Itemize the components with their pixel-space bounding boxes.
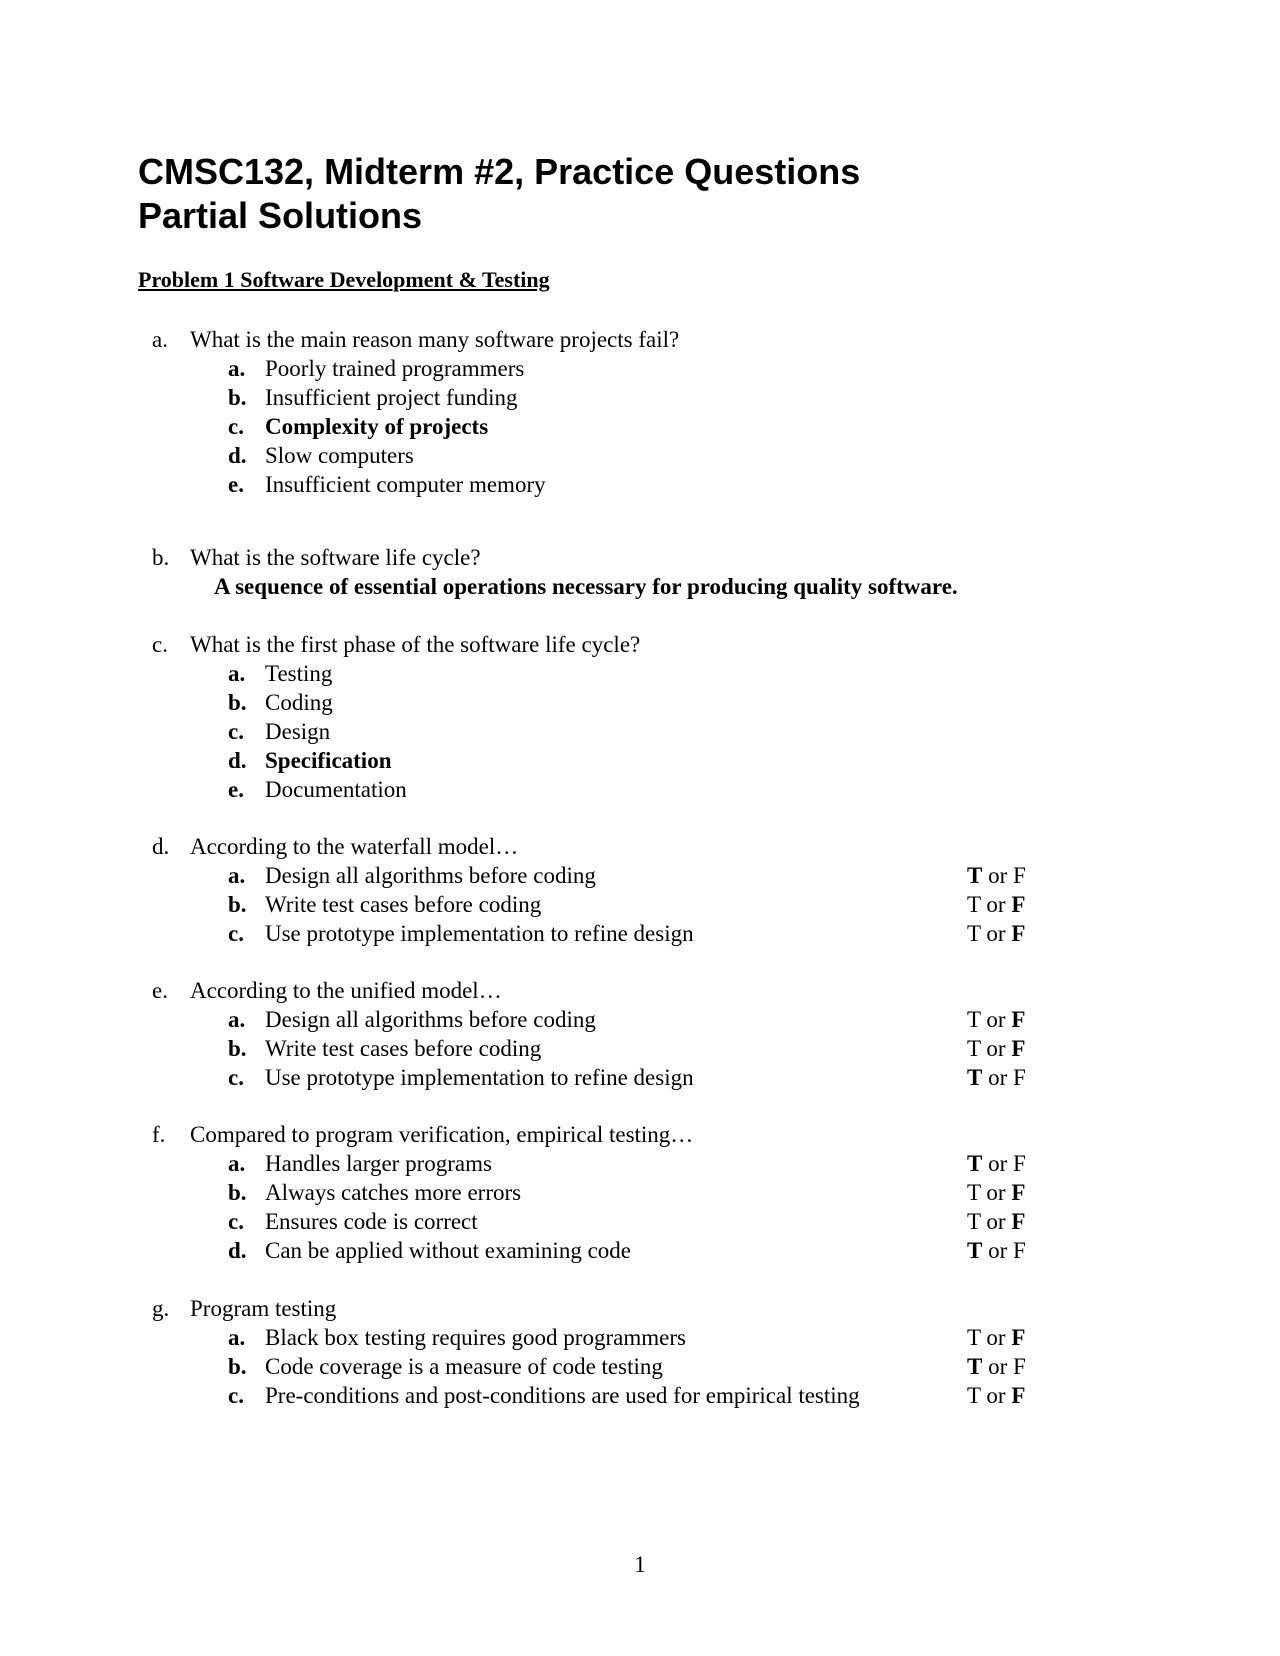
question-text: According to the waterfall model… <box>190 834 519 859</box>
true-option: T <box>967 1151 983 1176</box>
false-option: F <box>1011 1383 1026 1408</box>
or-separator: or <box>986 1209 1006 1234</box>
or-separator: or <box>986 892 1006 917</box>
statement-row <box>152 1352 1052 1381</box>
statement-row <box>152 890 1052 919</box>
true-false-answer <box>967 861 1026 890</box>
false-option: F <box>1011 1180 1026 1205</box>
answer-option <box>152 470 1052 499</box>
question-b <box>152 543 1052 601</box>
question-prompt <box>152 325 1052 354</box>
statement-row <box>152 1323 1052 1352</box>
false-option: F <box>1013 1238 1026 1263</box>
false-option: F <box>1011 1325 1026 1350</box>
true-option: T <box>967 892 981 917</box>
statement-row <box>152 1236 1052 1265</box>
false-option: F <box>1011 1209 1026 1234</box>
answer-option <box>152 441 1052 470</box>
answer-letter: e. <box>228 472 244 497</box>
statement-row <box>152 1005 1052 1034</box>
false-option: F <box>1013 1151 1026 1176</box>
true-option: T <box>967 1007 981 1032</box>
statement-letter: a. <box>228 863 246 888</box>
false-option: F <box>1011 921 1026 946</box>
false-option: F <box>1011 892 1026 917</box>
true-false-answer <box>967 919 1025 948</box>
false-option: F <box>1011 1007 1026 1032</box>
question-letter: g. <box>152 1296 170 1321</box>
question-c <box>152 630 1052 804</box>
answer-text: Insufficient project funding <box>265 385 518 410</box>
question-prompt <box>152 976 1052 1005</box>
or-separator: or <box>986 1383 1006 1408</box>
true-false-answer <box>967 1178 1025 1207</box>
answer-letter: c. <box>228 719 244 744</box>
answer-letter: d. <box>228 443 247 468</box>
question-letter: a. <box>152 327 168 352</box>
answer-letter: d. <box>228 748 247 773</box>
question-letter: b. <box>152 545 170 570</box>
statement-text: Design all algorithms before coding <box>265 1007 596 1032</box>
statement-text: Code coverage is a measure of code testing <box>265 1354 663 1379</box>
question-text: According to the unified model… <box>190 978 502 1003</box>
title-line-2: Partial Solutions <box>138 195 423 236</box>
statement-letter: c. <box>228 1209 244 1234</box>
document-title <box>138 150 860 238</box>
question-d <box>152 832 1052 948</box>
answer-letter: b. <box>228 385 247 410</box>
statement-letter: c. <box>228 1383 244 1408</box>
or-separator: or <box>988 1238 1008 1263</box>
statement-text: Black box testing requires good programmers <box>265 1325 686 1350</box>
or-separator: or <box>988 1065 1008 1090</box>
true-false-answer <box>967 1236 1026 1265</box>
or-separator: or <box>986 1007 1006 1032</box>
answer-text: Insufficient computer memory <box>265 472 546 497</box>
statement-row <box>152 1178 1052 1207</box>
title-line-1: CMSC132, Midterm #2, Practice Questions <box>138 151 861 192</box>
question-letter: f. <box>152 1122 166 1147</box>
problem-heading: Problem 1 Software Development & Testing <box>138 267 550 292</box>
question-text: What is the first phase of the software life cycle? <box>190 632 641 657</box>
statement-row <box>152 919 1052 948</box>
answer-letter: b. <box>228 690 247 715</box>
true-option: T <box>967 1325 981 1350</box>
answer-letter: e. <box>228 777 244 802</box>
or-separator: or <box>986 1180 1006 1205</box>
true-false-answer <box>967 1207 1025 1236</box>
or-separator: or <box>986 921 1006 946</box>
question-prompt <box>152 543 1052 572</box>
or-separator: or <box>986 1325 1006 1350</box>
question-f <box>152 1120 1052 1265</box>
statement-text: Ensures code is correct <box>265 1209 478 1234</box>
true-false-answer <box>967 1149 1026 1178</box>
question-letter: d. <box>152 834 170 859</box>
true-option: T <box>967 1036 981 1061</box>
answer-letter: a. <box>228 661 246 686</box>
true-option: T <box>967 1180 981 1205</box>
statement-row <box>152 1207 1052 1236</box>
statement-text: Always catches more errors <box>265 1180 522 1205</box>
answer-option <box>152 775 1052 804</box>
answer-option <box>152 688 1052 717</box>
question-g <box>152 1294 1052 1410</box>
true-false-answer <box>967 1352 1026 1381</box>
page-number: 1 <box>634 1552 646 1577</box>
answer-text: Slow computers <box>265 443 414 468</box>
answer-text: Poorly trained programmers <box>265 356 525 381</box>
answer-option <box>152 383 1052 412</box>
question-prompt <box>152 832 1052 861</box>
answer-letter: a. <box>228 356 246 381</box>
answer-option <box>152 412 1052 441</box>
statement-letter: c. <box>228 921 244 946</box>
answer-text: A sequence of essential operations necessary for producing quality software. <box>214 574 958 599</box>
statement-text: Write test cases before coding <box>265 892 542 917</box>
question-text: What is the software life cycle? <box>190 545 481 570</box>
true-option: T <box>967 1354 983 1379</box>
or-separator: or <box>988 1354 1008 1379</box>
statement-row <box>152 1381 1052 1410</box>
true-option: T <box>967 1383 981 1408</box>
true-option: T <box>967 1238 983 1263</box>
true-option: T <box>967 921 981 946</box>
answer-option <box>152 746 1052 775</box>
question-text: What is the main reason many software projects fail? <box>190 327 680 352</box>
true-false-answer <box>967 1323 1025 1352</box>
false-option: F <box>1013 1354 1026 1379</box>
statement-letter: b. <box>228 1180 247 1205</box>
statement-row <box>152 1063 1052 1092</box>
false-option: F <box>1011 1036 1026 1061</box>
answer-text: Specification <box>265 748 392 773</box>
question-e <box>152 976 1052 1092</box>
false-option: F <box>1013 863 1026 888</box>
answer-option <box>152 659 1052 688</box>
true-option: T <box>967 1065 983 1090</box>
statement-text: Design all algorithms before coding <box>265 863 596 888</box>
statement-letter: a. <box>228 1007 246 1032</box>
true-false-answer <box>967 1381 1025 1410</box>
answer-text: Complexity of projects <box>265 414 489 439</box>
statement-letter: a. <box>228 1325 246 1350</box>
true-false-answer <box>967 1005 1025 1034</box>
or-separator: or <box>986 1036 1006 1061</box>
answer-text: Testing <box>265 661 333 686</box>
true-option: T <box>967 863 983 888</box>
statement-text: Can be applied without examining code <box>265 1238 631 1263</box>
statement-letter: b. <box>228 892 247 917</box>
statement-text: Use prototype implementation to refine design <box>265 921 694 946</box>
question-text: Compared to program verification, empirical testing… <box>190 1122 694 1147</box>
answer-letter: c. <box>228 414 244 439</box>
answer-text: Design <box>265 719 331 744</box>
question-prompt <box>152 1120 1052 1149</box>
answer-text: Coding <box>265 690 333 715</box>
answer-option <box>152 354 1052 383</box>
true-false-answer <box>967 1034 1025 1063</box>
statement-row <box>152 1034 1052 1063</box>
question-letter: e. <box>152 978 168 1003</box>
or-separator: or <box>988 863 1008 888</box>
statement-text: Use prototype implementation to refine design <box>265 1065 694 1090</box>
question-text: Program testing <box>190 1296 337 1321</box>
true-option: T <box>967 1209 981 1234</box>
statement-text: Pre-conditions and post-conditions are used for empirical testing <box>265 1383 860 1408</box>
false-option: F <box>1013 1065 1026 1090</box>
true-false-answer <box>967 1063 1026 1092</box>
question-a <box>152 325 1052 499</box>
statement-letter: a. <box>228 1151 246 1176</box>
statement-row <box>152 861 1052 890</box>
true-false-answer <box>967 890 1025 919</box>
answer-option <box>152 717 1052 746</box>
statement-letter: d. <box>228 1238 247 1263</box>
statement-row <box>152 1149 1052 1178</box>
statement-text: Handles larger programs <box>265 1151 492 1176</box>
statement-letter: c. <box>228 1065 244 1090</box>
question-prompt <box>152 630 1052 659</box>
answer-text: Documentation <box>265 777 407 802</box>
question-letter: c. <box>152 632 168 657</box>
question-prompt <box>152 1294 1052 1323</box>
statement-letter: b. <box>228 1036 247 1061</box>
statement-letter: b. <box>228 1354 247 1379</box>
or-separator: or <box>988 1151 1008 1176</box>
statement-text: Write test cases before coding <box>265 1036 542 1061</box>
